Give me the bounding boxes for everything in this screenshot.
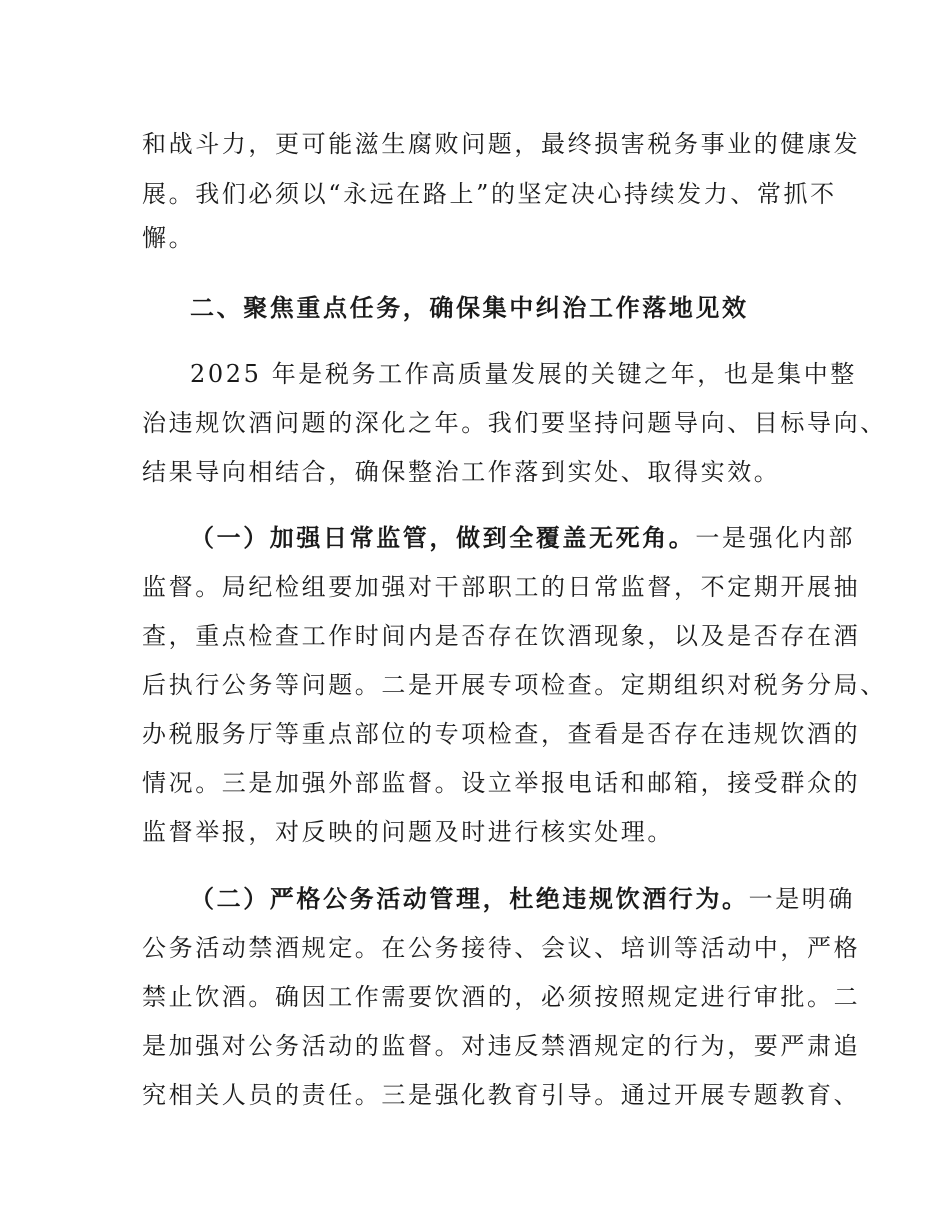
body-text-fragment: 一是强化内部 xyxy=(695,524,856,552)
body-text-line: 和战斗力，更可能滋生腐败问题，最终损害税务事业的健康发 xyxy=(142,130,861,158)
body-text-line: 究相关人员的责任。三是强化教育引导。通过开展专题教育、 xyxy=(142,1081,861,1109)
subsection-heading: （一）加强日常监管，做到全覆盖无死角。 xyxy=(190,524,696,552)
body-text-line: 办税服务厅等重点部位的专项检查，查看是否存在违规饮酒的 xyxy=(142,720,861,748)
body-text-line: 监督举报，对反映的问题及时进行核实处理。 xyxy=(142,818,674,846)
body-text-line: 展。我们必须以“永远在路上”的坚定决心持续发力、常抓不 xyxy=(142,180,837,208)
body-text-line: 情况。三是加强外部监督。设立举报电话和邮箱，接受群众的 xyxy=(142,769,861,797)
body-text-line: 懈。 xyxy=(142,224,196,252)
body-text-line: 查，重点检查工作时间内是否存在饮酒现象，以及是否存在酒 xyxy=(142,622,861,650)
subsection-first-line xyxy=(190,879,870,919)
section-heading: 二、聚焦重点任务，确保集中纠治工作落地见效 xyxy=(190,294,749,322)
body-text-line: 禁止饮酒。确因工作需要饮酒的，必须按照规定进行审批。二 xyxy=(142,983,861,1011)
body-text-line: 治违规饮酒问题的深化之年。我们要坚持问题导向、目标导向、 xyxy=(142,409,887,437)
body-text-line: 监督。局纪检组要加强对干部职工的日常监督，不定期开展抽 xyxy=(142,573,861,601)
subsection-heading: （二）严格公务活动管理，杜绝违规饮酒行为。 xyxy=(190,885,749,913)
body-text-line: 公务活动禁酒规定。在公务接待、会议、培训等活动中，严格 xyxy=(142,934,861,962)
body-text-line: 是加强对公务活动的监督。对违反禁酒规定的行为，要严肃追 xyxy=(142,1032,861,1060)
body-text-line: 后执行公务等问题。二是开展专项检查。定期组织对税务分局、 xyxy=(142,671,887,699)
subsection-first-line xyxy=(190,518,870,558)
body-text-line: 结果导向相结合，确保整治工作落到实处、取得实效。 xyxy=(142,458,781,486)
body-text-fragment: 一是明确 xyxy=(748,885,856,913)
body-text-line: 2025 年是税务工作高质量发展的关键之年，也是集中整 xyxy=(190,360,857,388)
